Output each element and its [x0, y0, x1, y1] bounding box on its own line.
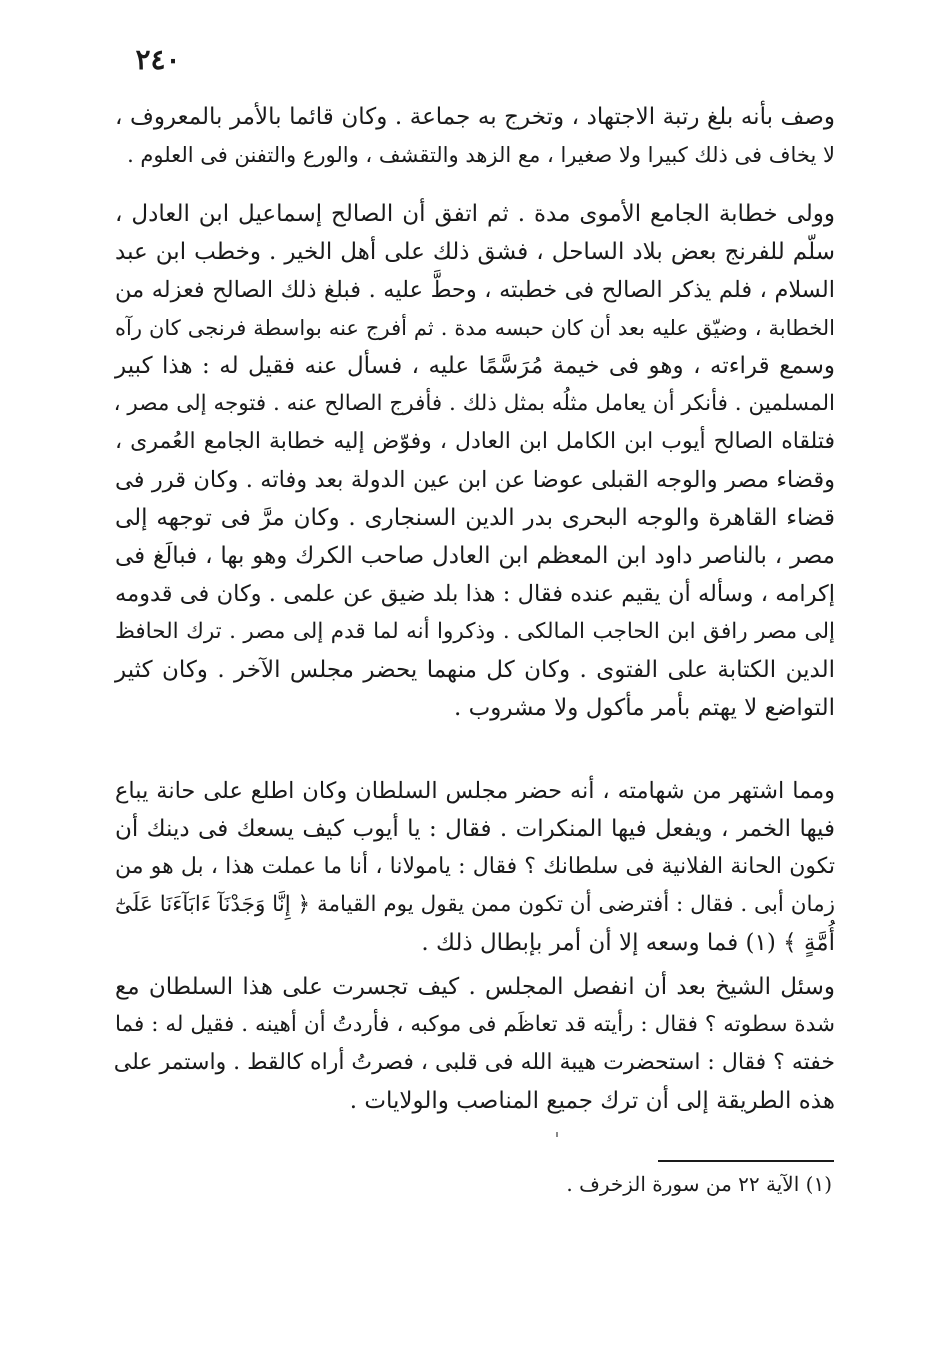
- text-line: وصف بأنه بلغ رتبة الاجتهاد ، وتخرج به جماعة . وكان قائما بالأمر بالمعروف ،: [115, 104, 835, 130]
- text-line: هذه الطريقة إلى أن ترك جميع المناصب والولايات .: [349, 1088, 835, 1114]
- paragraph-2: [115, 195, 835, 727]
- scan-speck: [556, 1132, 558, 1137]
- text-line: وسمع قراءته ، وهو فى خيمة مُرَسَّمًا عليه ، فسأل عنه فقيل له : هذا كبير: [115, 353, 835, 379]
- text-line: وقضاء مصر والوجه القبلى عوضا عن ابن عين الدولة بعد وفاته . وكان قرر فى: [115, 467, 835, 493]
- text-line: شدة سطوته ؟ فقال : رأيته قد تعاظَم فى موكبه ، فأردتُ أن أهينه . فقيل له : فما: [115, 1012, 835, 1037]
- text-line: وولى خطابة الجامع الأموى مدة . ثم اتفق أن الصالح إسماعيل ابن العادل ،: [115, 201, 835, 227]
- text-line: السلام ، فلم يذكر الصالح فى خطبته ، وحطَّ عليه . فبلغ ذلك الصالح فعزله من: [115, 277, 835, 303]
- footnote: (١) الآية ٢٢ من سورة الزخرف .: [566, 1172, 832, 1196]
- text-line: لا يخاف فى ذلك كبيرا ولا صغيرا ، مع الزهد والتقشف ، والورع والتفنن فى العلوم .: [127, 143, 835, 167]
- text-line: التواضع لا يهتم بأمر مأكول ولا مشروب .: [453, 695, 835, 721]
- text-line: زمان أبى . فقال : أفترضى أن تكون ممن يقول يوم القيامة ﴿ إِنَّا وَجَدْنَآ ءَابَآءَنَا عَلَىٰٓ: [115, 892, 835, 917]
- text-line: وسئل الشيخ بعد أن انفصل المجلس . كيف تجسرت على هذا السلطان مع: [115, 974, 835, 1000]
- text-line: فيها الخمر ، ويفعل فيها المنكرات . فقال : يا أيوب كيف يسعك فى دينك أن: [115, 816, 835, 842]
- text-line: سلّم للفرنج بعض بلاد الساحل ، فشق ذلك على أهل الخير . وخطب ابن عبد: [115, 239, 835, 265]
- text-line: فتلقاه الصالح أيوب ابن الكامل ابن العادل ، وفوّض إليه خطابة الجامع العُمرى ،: [115, 429, 835, 454]
- text-line: تكون الحانة الفلانية فى سلطانك ؟ فقال : يامولانا ، أنا ما عملت هذا ، بل هو من: [115, 854, 835, 879]
- page-number: ٢٤٠: [135, 43, 181, 76]
- paragraph-3: [115, 772, 835, 962]
- text-line: أُمَّةٍ ﴾ (١) فما وسعه إلا أن أمر بإبطال ذلك .: [421, 930, 835, 956]
- paragraph-1: [115, 98, 835, 174]
- text-line: الدين الكتابة على الفتوى . وكان كل منهما يحضر مجلس الآخر . وكان كثير: [115, 657, 835, 683]
- text-line: الخطابة ، وضيّق عليه بعد أن كان حبسه مدة . ثم أفرج عنه بواسطة فرنجى كان رآه: [115, 316, 835, 340]
- text-line: قضاء القاهرة والوجه البحرى بدر الدين السنجارى . وكان مرَّ فى توجهه إلى: [115, 505, 835, 531]
- paragraph-4: [115, 968, 835, 1120]
- text-line: المسلمين . فأنكر أن يعامل مثلُه بمثل ذلك . فأفرج الصالح عنه . فتوجه إلى مصر ،: [113, 391, 835, 416]
- text-line: إلى مصر رافق ابن الحاجب المالكى . وذكروا أنه لما قدم إلى مصر . ترك الحافظ: [115, 619, 835, 644]
- text-line: خفته ؟ فقال : استحضرت هيبة الله فى قلبى ، فصرتُ أراه كالقط . واستمر على: [113, 1050, 835, 1075]
- text-line: مصر ، بالناصر داود ابن المعظم ابن العادل صاحب الكرك وهو بها ، فبالَغ فى: [115, 543, 835, 569]
- footnote-divider: [658, 1160, 834, 1162]
- text-line: إكرامه ، وسأله أن يقيم عنده فقال : هذا بلد ضيق عن علمى . وكان فى قدومه: [115, 581, 835, 607]
- text-line: ومما اشتهر من شهامته ، أنه حضر مجلس السلطان وكان اطلع على حانة يباع: [115, 778, 835, 804]
